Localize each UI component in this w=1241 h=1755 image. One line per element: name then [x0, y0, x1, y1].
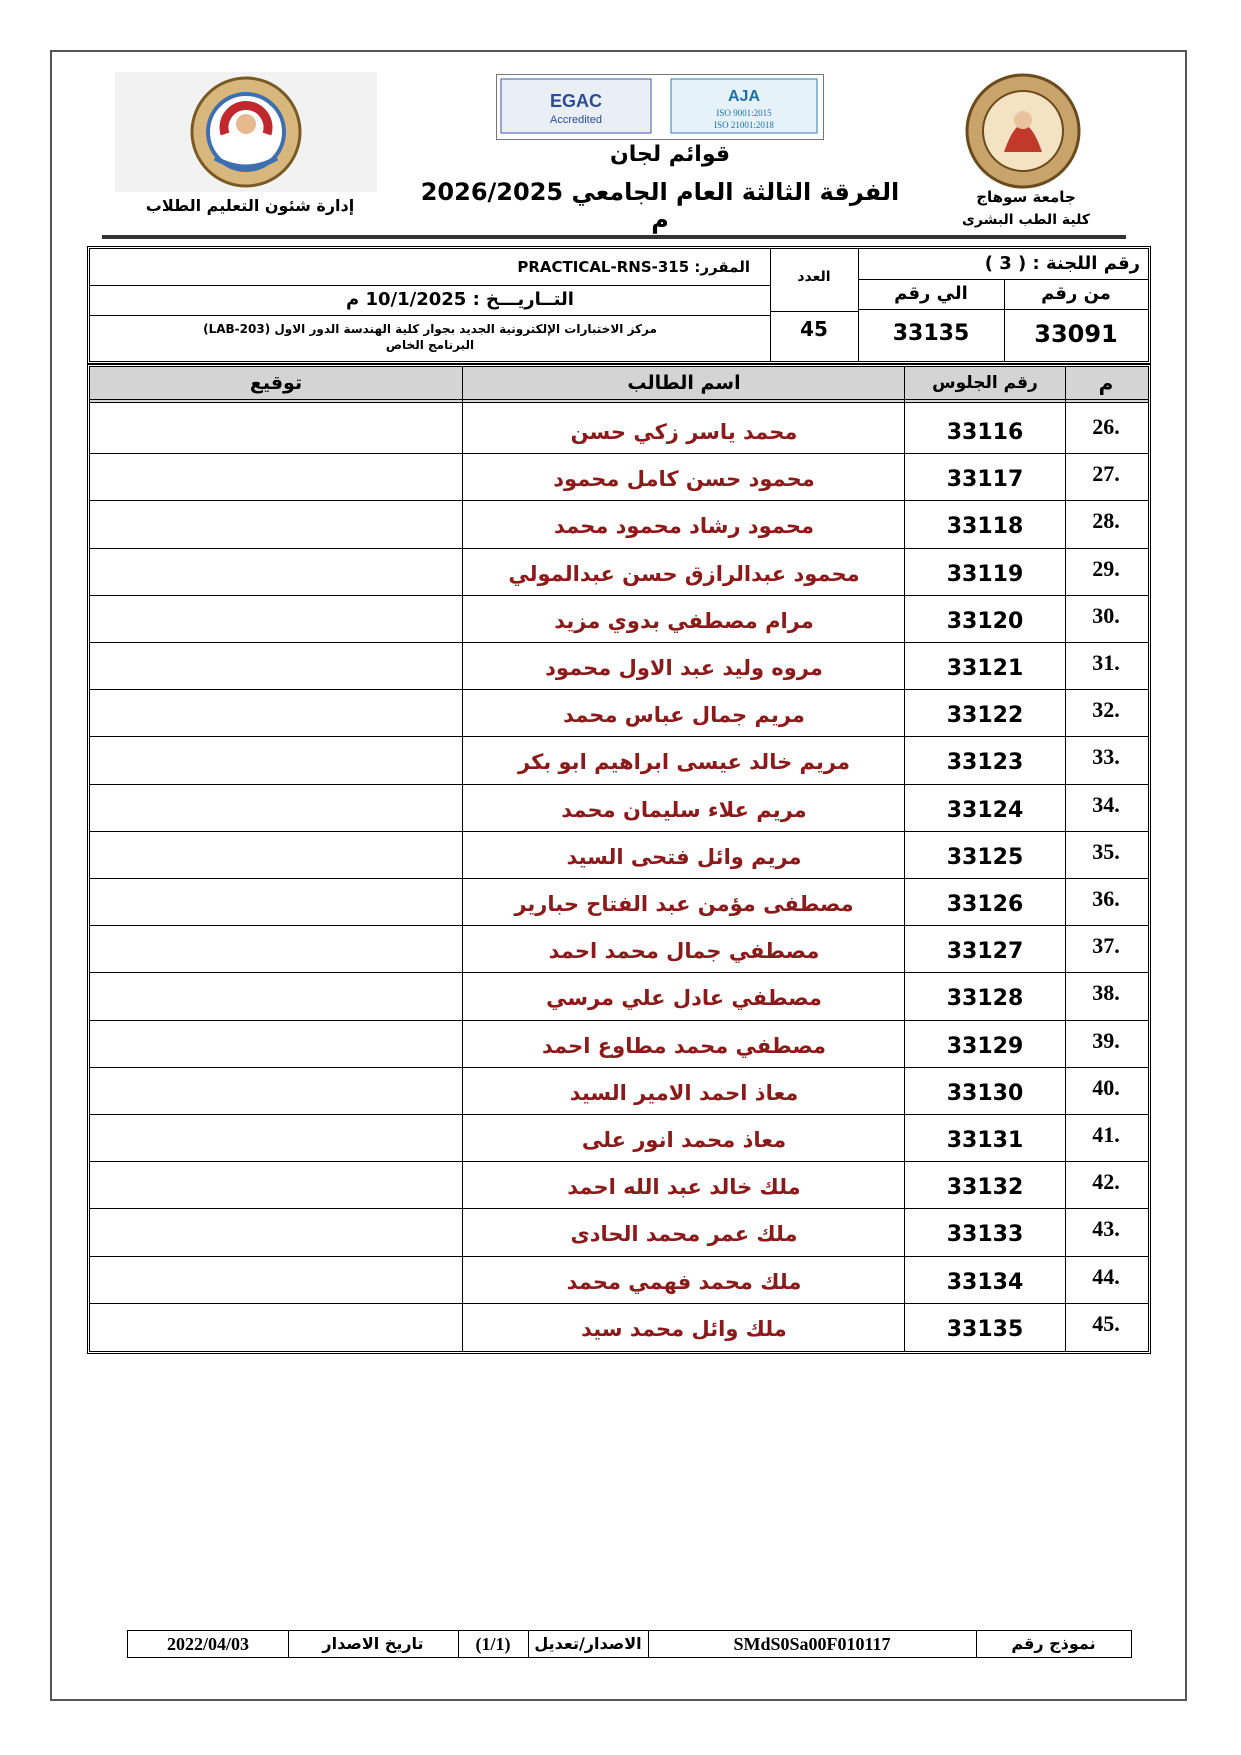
row-seat-number: 33130 — [946, 1080, 1024, 1106]
row-serial-number: 32. — [1092, 697, 1120, 723]
row-student-name: محمد ياسر زكي حسن — [570, 420, 798, 444]
row-signature-cell[interactable] — [90, 1021, 462, 1067]
header-serial: م — [1098, 371, 1114, 395]
row-serial-number: 41. — [1092, 1122, 1120, 1147]
issue-date-value: 2022/04/03 — [166, 1634, 249, 1654]
row-signature-cell[interactable] — [90, 1068, 462, 1114]
table-row — [90, 785, 1148, 832]
row-student-name: مصطفي جمال محمد احمد — [548, 939, 820, 964]
row-signature-cell[interactable] — [90, 1209, 462, 1255]
row-serial-number: 34. — [1092, 791, 1120, 817]
row-signature-cell[interactable] — [90, 737, 462, 783]
from-number-value: 33091 — [1034, 320, 1118, 348]
row-serial-number: 28. — [1092, 508, 1120, 534]
location-line-2: البرنامج الخاص — [385, 338, 475, 352]
table-row — [90, 1115, 1148, 1162]
row-signature-cell[interactable] — [90, 407, 462, 453]
row-signature-cell[interactable] — [90, 643, 462, 689]
committee-info-table — [87, 246, 1151, 364]
row-serial-number: 39. — [1092, 1027, 1120, 1053]
table-row — [90, 596, 1148, 643]
university-name: جامعة سوهاج — [976, 188, 1076, 206]
row-student-name: مريم خالد عيسى ابراهيم ابو بكر — [518, 750, 850, 775]
row-serial-number: 38. — [1092, 980, 1120, 1006]
row-seat-number: 33123 — [946, 750, 1024, 776]
row-seat-number: 33117 — [946, 467, 1024, 493]
row-student-name: محمود رشاد محمود محمد — [554, 514, 814, 539]
row-student-name: محمود حسن كامل محمود — [553, 467, 815, 492]
table-row — [90, 1209, 1148, 1256]
svg-text:ISO 21001:2018: ISO 21001:2018 — [714, 120, 774, 130]
row-seat-number: 33122 — [946, 703, 1024, 729]
document-title: قوائم لجان — [609, 142, 731, 167]
row-student-name: مرام مصطفي بدوي مزيد — [554, 608, 814, 633]
row-signature-cell[interactable] — [90, 973, 462, 1019]
row-student-name: مروه وليد عبد الاول محمود — [545, 656, 823, 680]
row-signature-cell[interactable] — [90, 549, 462, 595]
table-row — [90, 1021, 1148, 1068]
row-seat-number: 33126 — [946, 892, 1024, 917]
table-row — [90, 1068, 1148, 1115]
row-seat-number: 33125 — [946, 844, 1024, 870]
header-signature: توقيع — [249, 372, 303, 394]
table-row — [90, 1257, 1148, 1304]
header-student-name: اسم الطالب — [627, 372, 741, 394]
table-row — [90, 454, 1148, 501]
row-seat-number: 33128 — [946, 986, 1024, 1012]
table-row — [90, 1304, 1148, 1351]
row-signature-cell[interactable] — [90, 785, 462, 831]
row-signature-cell[interactable] — [90, 1162, 462, 1208]
row-signature-cell[interactable] — [90, 690, 462, 736]
table-row — [90, 407, 1148, 454]
row-student-name: مصطفي محمد مطاوع احمد — [541, 1033, 827, 1058]
row-serial-number: 45. — [1092, 1310, 1120, 1336]
svg-text:AJA: AJA — [727, 88, 761, 105]
row-serial-number: 35. — [1092, 838, 1120, 864]
row-seat-number: 33120 — [946, 608, 1024, 634]
svg-text:Accredited: Accredited — [550, 114, 602, 126]
row-signature-cell[interactable] — [90, 832, 462, 878]
row-student-name: ملك محمد فهمي محمد — [566, 1269, 802, 1294]
row-signature-cell[interactable] — [90, 1115, 462, 1161]
row-signature-cell[interactable] — [90, 1257, 462, 1303]
form-number-value: SMdS0Sa00F010117 — [733, 1634, 891, 1654]
row-signature-cell[interactable] — [90, 926, 462, 972]
table-header — [90, 367, 1148, 403]
row-signature-cell[interactable] — [90, 879, 462, 925]
row-seat-number: 33132 — [946, 1175, 1024, 1201]
exam-location — [94, 315, 766, 361]
table-row — [90, 832, 1148, 879]
row-seat-number: 33131 — [946, 1128, 1024, 1153]
row-serial-number: 43. — [1092, 1216, 1120, 1242]
row-seat-number: 33116 — [946, 420, 1024, 445]
row-student-name: مصطفى مؤمن عبد الفتاح حبارير — [514, 892, 854, 916]
row-student-name: مريم وائل فتحى السيد — [566, 844, 802, 869]
row-seat-number: 33124 — [946, 797, 1024, 823]
accreditation-badges — [496, 74, 824, 140]
table-row — [90, 926, 1148, 973]
row-student-name: معاذ احمد الامير السيد — [569, 1080, 799, 1105]
row-student-name: معاذ محمد انور على — [581, 1128, 787, 1152]
row-student-name: محمود عبدالرازق حسن عبدالمولي — [508, 561, 860, 586]
table-row — [90, 737, 1148, 784]
svg-text:EGAC: EGAC — [549, 91, 603, 111]
row-student-name: مريم علاء سليمان محمد — [561, 797, 807, 822]
row-student-name: ملك خالد عبد الله احمد — [567, 1175, 801, 1200]
svg-text:ISO 9001:2015: ISO 9001:2015 — [716, 108, 772, 118]
university-seal-logo — [964, 72, 1082, 190]
row-serial-number: 30. — [1092, 602, 1120, 628]
committee-number: رقم اللجنة : ( 3 ) — [984, 253, 1140, 274]
row-serial-number: 40. — [1092, 1074, 1120, 1100]
exam-date: التــاريـــخ : 10/1/2025 م — [346, 289, 574, 310]
row-serial-number: 33. — [1092, 744, 1120, 770]
row-serial-number: 44. — [1092, 1263, 1120, 1289]
row-seat-number: 33127 — [946, 939, 1024, 965]
row-signature-cell[interactable] — [90, 454, 462, 500]
row-student-name: مصطفي عادل علي مرسي — [546, 986, 822, 1011]
count-label: العدد — [797, 269, 831, 285]
count-value: 45 — [800, 317, 828, 341]
students-table — [87, 364, 1151, 1354]
table-row — [90, 973, 1148, 1020]
row-seat-number: 33118 — [946, 514, 1024, 540]
table-row — [90, 690, 1148, 737]
row-serial-number: 27. — [1092, 461, 1120, 487]
course-value: PRACTICAL-RNS-315 — [517, 258, 690, 276]
row-serial-number: 36. — [1092, 886, 1120, 911]
table-row — [90, 549, 1148, 596]
table-row — [90, 643, 1148, 690]
faculty-of-medicine-logo — [115, 72, 377, 192]
row-student-name: ملك عمر محمد الحادى — [570, 1222, 798, 1247]
row-student-name: مريم جمال عباس محمد — [563, 703, 805, 728]
document-subtitle: الفرقة الثالثة العام الجامعي 2026/2025 م — [420, 178, 900, 234]
form-number-label: نموذج رقم — [1011, 1634, 1096, 1653]
table-body — [90, 407, 1148, 1351]
from-number-label: من رقم — [1041, 283, 1111, 304]
to-number-value: 33135 — [892, 321, 970, 346]
row-serial-number: 26. — [1092, 414, 1120, 439]
course-label: المقرر: — [694, 258, 750, 276]
row-signature-cell[interactable] — [90, 1304, 462, 1351]
to-number-label: الي رقم — [894, 283, 968, 304]
row-seat-number: 33121 — [946, 656, 1024, 681]
row-serial-number: 37. — [1092, 933, 1120, 959]
row-seat-number: 33135 — [946, 1316, 1024, 1342]
faculty-name: كلية الطب البشرى — [962, 212, 1090, 228]
row-serial-number: 42. — [1092, 1169, 1120, 1195]
row-seat-number: 33129 — [946, 1033, 1024, 1059]
row-seat-number: 33133 — [946, 1222, 1024, 1248]
issue-date-label: تاريخ الاصدار — [322, 1634, 424, 1653]
table-row — [90, 879, 1148, 926]
row-seat-number: 33119 — [946, 561, 1024, 587]
row-serial-number: 31. — [1092, 650, 1120, 675]
table-row — [90, 501, 1148, 548]
version-label: الاصدار/تعديل — [534, 1634, 642, 1653]
form-footer — [127, 1630, 1132, 1658]
version-value: (1/1) — [475, 1634, 511, 1654]
row-student-name: ملك وائل محمد سيد — [581, 1316, 787, 1341]
location-line-1: مركز الاختبارات الإلكترونية الجديد بجوار كلية الهندسة الدور الاول (LAB-203) — [203, 322, 657, 336]
row-signature-cell[interactable] — [90, 501, 462, 547]
department-name: إدارة شئون التعليم الطلاب — [145, 196, 355, 215]
row-seat-number: 33134 — [946, 1269, 1024, 1295]
course-field — [210, 251, 750, 283]
row-signature-cell[interactable] — [90, 596, 462, 642]
header-divider — [102, 235, 1126, 239]
table-row — [90, 1162, 1148, 1209]
row-serial-number: 29. — [1092, 555, 1120, 581]
header-seat-number: رقم الجلوس — [932, 373, 1038, 393]
